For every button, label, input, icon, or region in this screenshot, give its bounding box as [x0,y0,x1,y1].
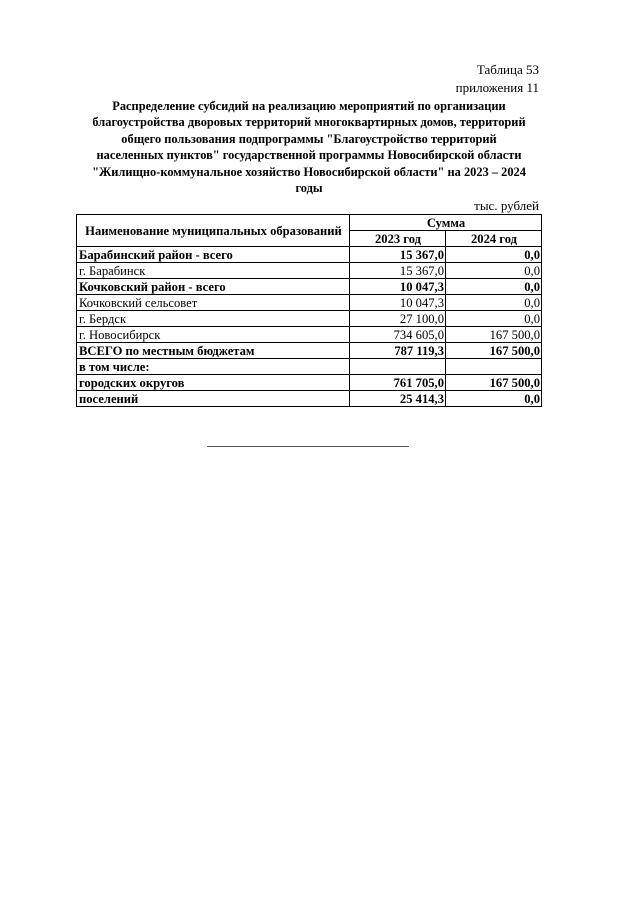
title-line: общего пользования подпрограммы "Благоустройство территорий [121,131,497,146]
units-label: тыс. рублей [474,198,539,213]
value-2023: 10 047,3 [350,279,446,295]
table-row [77,279,542,295]
value-2023: 10 047,3 [350,295,446,311]
row-name: г. Бердск [77,311,350,327]
value-2024: 0,0 [446,391,542,407]
value-2024: 0,0 [446,295,542,311]
row-name: Кочковский сельсовет [77,295,350,311]
column-header-2023: 2023 год [350,231,446,247]
title-line: Распределение субсидий на реализацию мероприятий по организации [112,99,506,113]
value-2023: 734 605,0 [350,327,446,343]
row-name: поселений [77,391,350,407]
table-row [77,327,542,343]
value-2023: 787 119,3 [350,343,446,359]
value-2024: 0,0 [446,279,542,295]
value-2023 [350,359,446,375]
row-name: г. Барабинск [77,263,350,279]
title-line: населенных пунктов" государственной программы Новосибирской области [96,148,522,163]
table-row [77,263,542,279]
column-header-2024: 2024 год [446,231,542,247]
document-title [75,98,543,196]
row-name: ВСЕГО по местным бюджетам [77,343,350,359]
table-row [77,343,542,359]
title-line: "Жилищно-коммунальное хозяйство Новосибирской области" на 2023 – 2024 [92,164,526,179]
column-header-name: Наименование муниципальных образований [77,215,350,247]
value-2024: 167 500,0 [446,327,542,343]
row-name: в том числе: [77,359,350,375]
table-row [77,375,542,391]
value-2023: 15 367,0 [350,263,446,279]
title-line: годы [295,181,323,196]
table-row [77,359,542,375]
row-name: Кочковский район - всего [77,279,350,295]
value-2024 [446,359,542,375]
title-line: благоустройства дворовых территорий многоквартирных домов, территорий [92,115,526,130]
value-2023: 25 414,3 [350,391,446,407]
row-name: городских округов [77,375,350,391]
value-2023: 27 100,0 [350,311,446,327]
table-row [77,247,542,263]
value-2024: 0,0 [446,263,542,279]
column-header-sum: Сумма [350,215,542,231]
end-rule [207,446,409,447]
table-number: Таблица 53 [476,62,539,77]
row-name: Барабинский район - всего [77,247,350,263]
subsidy-table [76,214,542,407]
appendix-number: приложения 11 [455,80,539,95]
value-2024: 0,0 [446,311,542,327]
row-name: г. Новосибирск [77,327,350,343]
value-2024: 167 500,0 [446,375,542,391]
value-2024: 167 500,0 [446,343,542,359]
value-2023: 15 367,0 [350,247,446,263]
table-row [77,295,542,311]
table-row [77,311,542,327]
value-2023: 761 705,0 [350,375,446,391]
table-row [77,391,542,407]
value-2024: 0,0 [446,247,542,263]
